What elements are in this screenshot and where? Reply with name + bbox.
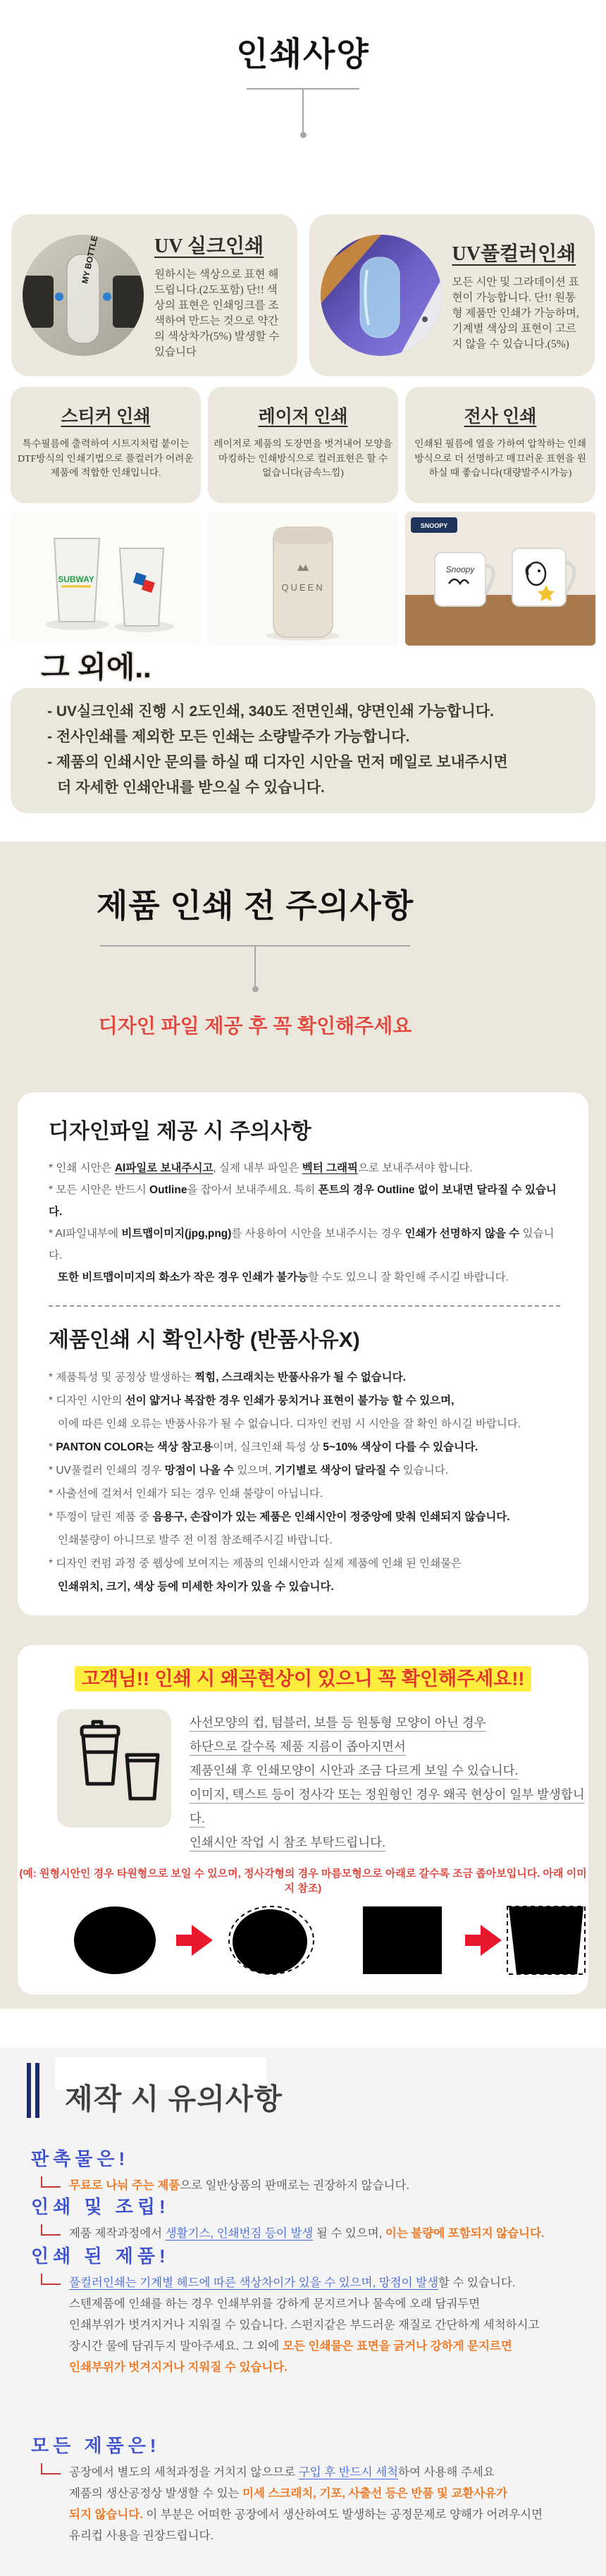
sub-line: 인쇄부위가 벗겨지거나 지워질 수 있습니다. — [69, 2361, 287, 2374]
snoopy-mugs-photo-icon — [405, 512, 595, 646]
dashed-divider — [49, 1305, 560, 1307]
distortion-line: 하단으로 갈수록 제품 지름이 좁아지면서 — [190, 1739, 406, 1754]
distortion-body — [57, 1709, 588, 1854]
distortion-line: 인쇄시안 작업 시 참조 부탁드립니다. — [190, 1835, 385, 1850]
check-bullet: * 디자인 컨펌 과정 중 웹상에 보여지는 제품의 인쇄시안과 실제 제품에 인쇄 된 인쇄물은 — [49, 1558, 462, 1570]
sub-title: 인쇄 된 제품! — [31, 2245, 170, 2267]
navy-bar-icon — [35, 2063, 39, 2118]
divider-line — [302, 90, 304, 132]
divider-dot — [252, 986, 259, 992]
pre-print-subtitle: 디자인 파일 제공 후 꼭 확인해주세요 — [98, 1015, 412, 1037]
distortion-warning-panel — [18, 1645, 588, 1995]
check-bullet: * UV풀컬러 인쇄의 경우 망점이 나올 수 있으며, 기기별로 색상이 달라질 수 있습니다. — [49, 1465, 449, 1477]
design-file-bullet: 또한 비트맵이미지의 화소가 작은 경우 인쇄가 불가능할 수도 있으니 잘 확인해 주시길 바랍니다. — [58, 1271, 509, 1284]
method-card-uv-fullcolor — [309, 214, 595, 376]
divider-dot — [300, 132, 307, 138]
sub-line: 인쇄부위가 벗겨지거나 지워질 수 있습니다. 스펀지같은 부드러운 재질로 간단하게 세척하시고 — [69, 2319, 540, 2332]
pre-print-header — [0, 880, 510, 1039]
page-title: 인쇄사양 — [236, 35, 370, 73]
connector-elbow-icon — [41, 2274, 61, 2285]
etc-title: 그 외에.. — [41, 651, 152, 684]
sub-lines — [69, 2462, 543, 2546]
section-gap — [0, 2009, 606, 2047]
etc-note-box — [11, 688, 595, 813]
sub-lines — [69, 2272, 539, 2378]
sub-title: 모든 제품은! — [31, 2435, 161, 2457]
print-method-cards — [11, 214, 595, 376]
mug-script-text: Snoopy — [445, 565, 475, 574]
etc-item: - UV실크인쇄 진행 시 2도인쇄, 340도 전면인쇄, 양면인쇄 가능합니다. — [47, 703, 494, 720]
sub-body — [41, 2462, 543, 2546]
pre-print-title: 제품 인쇄 전 주의사항 — [96, 887, 414, 925]
production-title: 제작 시 유의사항 — [65, 2083, 283, 2116]
product-check-heading: 제품인쇄 시 확인사항 (반품사유X) — [49, 1329, 360, 1352]
tumbler-cup-line-art-icon — [65, 1715, 163, 1821]
sub-line: 풀컬러인쇄는 기계별 헤드에 따른 색상차이가 있을 수 있으며, 망점이 발생할 수 있습니다. — [69, 2276, 516, 2290]
divider-line — [254, 947, 256, 986]
sub-line: 무료로 나눠 주는 제품으로 일반상품의 판매로는 권장하지 않습니다. — [69, 2179, 409, 2193]
sub-line: 유리컵 사용을 권장드립니다. — [69, 2529, 214, 2543]
type-title: 스티커 인쇄 — [61, 407, 151, 426]
distortion-lines — [190, 1709, 588, 1854]
check-bullet: 인쇄불량이 아니므로 발주 전 이점 참조해주시길 바랍니다. — [58, 1534, 333, 1547]
distortion-illustration-box — [57, 1709, 171, 1828]
distortion-title — [18, 1663, 588, 1691]
method-card-text — [154, 230, 286, 360]
sub-print-assembly — [31, 2193, 544, 2244]
check-bullet: 인쇄위치, 크기, 색상 등에 미세한 차이가 있을 수 있습니다. — [58, 1581, 334, 1594]
check-bullet: * 제품특성 및 공정상 발생하는 찍힘, 스크래치는 반품사유가 될 수 없습니다. — [49, 1372, 406, 1384]
method-desc: 모든 시안 및 그라데이션 표현이 가능합니다. 단!! 원통형 제품만 인쇄가 가능하며, 기계별 색상의 표현이 고르지 않을 수 있습니다.(5%) — [452, 276, 579, 350]
uv-printer-photo-icon — [321, 235, 442, 356]
etc-item: 더 자세한 인쇄안내를 받으실 수 있습니다. — [57, 779, 325, 796]
sticker-sample-photo — [11, 512, 201, 646]
sub-printed-product — [31, 2242, 539, 2378]
sub-promo-items — [31, 2145, 409, 2196]
uv-fullcolor-photo — [321, 235, 442, 356]
sub-body — [41, 2272, 539, 2378]
laser-sample-photo — [208, 512, 398, 646]
check-bullet: 이에 따른 인쇄 오류는 반품사유가 될 수 없습니다. 디자인 컨펌 시 시안을 잘 확인 하시길 바랍니다. — [58, 1418, 521, 1431]
title-accent-bars — [27, 2063, 39, 2118]
pre-print-notice-section — [0, 842, 606, 2009]
distortion-line: 사선모양의 컵, 텀블러, 보틀 등 원통형 모양이 아닌 경우 — [190, 1715, 486, 1730]
method-title: UV풀컬러인쇄 — [452, 243, 576, 265]
check-bullet: * 사출선에 걸쳐서 인쇄가 되는 경우 인쇄 불량이 아닙니다. — [49, 1488, 323, 1500]
connector-elbow-icon — [41, 2176, 61, 2188]
sub-line: 제품의 생산공정상 발생할 수 있는 미세 스크래치, 기포, 사출선 등은 반품 및 교환사유가 — [69, 2487, 508, 2501]
print-spec-section — [0, 0, 606, 138]
type-box-transfer — [405, 387, 595, 503]
connector-elbow-icon — [41, 2463, 61, 2475]
print-sample-photos — [11, 512, 595, 646]
method-title: UV 실크인쇄 — [154, 235, 264, 257]
glass-cups-photo-icon — [11, 512, 201, 646]
distortion-note: (예: 원형시안인 경우 타원형으로 보일 수 있으며, 정사각형의 경우 마름모형으로 아래로 갈수록 조금 좁아보입니다. 아래 이미지 참조) — [19, 1868, 587, 1895]
queen-engraving-text: QUEEN — [281, 582, 325, 593]
bottle-jig-photo-icon — [23, 235, 144, 356]
shape-distortion-diagram-icon — [46, 1905, 595, 1976]
distortion-shapes — [46, 1905, 560, 1979]
subway-logo-text: SUBWAY — [58, 574, 94, 584]
sub-title: 인쇄 및 조립! — [31, 2196, 170, 2218]
design-file-bullet: * 모든 시안은 반드시 Outline을 잡아서 보내주세요. 특히 폰트의 경우 Outline 없이 보내면 달라질 수 있습니다. — [49, 1184, 557, 1219]
distortion-title-highlight: 고객님!! 인쇄 시 왜곡현상이 있으니 꼭 확인해주세요!! — [75, 1666, 532, 1691]
type-box-laser — [208, 387, 398, 503]
navy-bar-icon — [27, 2063, 31, 2118]
design-file-panel — [18, 1092, 588, 1615]
product-check-bullets — [49, 1366, 564, 1598]
type-desc: 특수필름에 출력하여 시트지처럼 붙이는 DTF방식의 인쇄기법으로 풀컬러가 어려운 제품에 적합한 인쇄입니다. — [18, 438, 194, 479]
sub-line: 장시간 물에 담궈두지 말아주세요. 그 외에 모든 인쇄물은 표면을 긁거나 강하게 문지르면 — [69, 2340, 512, 2353]
transfer-sample-photo — [405, 512, 595, 646]
sub-line: 되지 않습니다. 이 부분은 어떠한 공장에서 생산하여도 발생하는 공정문제로 양해가 어려우시면 — [69, 2508, 543, 2522]
method-card-uv-silk — [11, 214, 297, 376]
etc-item: - 제품의 인쇄시안 문의를 하실 때 디자인 시안을 먼저 메일로 보내주시면 — [47, 754, 508, 771]
type-desc: 인쇄된 필름에 열을 가하여 압착하는 인쇄방식으로 더 선명하고 매끄러운 표현을 원하실 때 좋습니다(대량발주시가능) — [414, 438, 586, 479]
sub-line: 제품 제작과정에서 생활기스, 인쇄번짐 등이 발생 될 수 있으며, 이는 불량에 포함되지 않습니다. — [69, 2227, 545, 2241]
design-file-bullet: * AI파일내부에 비트맵이미지(jpg,png)를 사용하여 시안을 보내주시는 경우 인쇄가 선명하지 않을 수 있습니다. — [49, 1228, 555, 1262]
sub-lines — [69, 2223, 544, 2244]
method-card-text — [452, 238, 584, 352]
distortion-line: 이미지, 텍스트 등이 정사각 또는 정원형인 경우 왜곡 현상이 일부 발생합니다. — [190, 1787, 585, 1826]
sub-all-products — [31, 2432, 543, 2546]
print-type-boxes — [11, 387, 595, 503]
design-file-bullet: * 인쇄 시안은 AI파일로 보내주시고, 실제 내부 파일은 벡터 그래픽으로 보내주셔야 합니다. — [49, 1162, 473, 1175]
type-box-sticker — [11, 387, 201, 503]
type-desc: 레이저로 제품의 도장면을 벗겨내어 모양을 마킹하는 인쇄방식으로 컬러표현은 할 수 없습니다(금속느낌) — [214, 438, 392, 479]
production-notes-section — [0, 2047, 606, 2576]
check-bullet: * 디자인 시안의 선이 얇거나 복잡한 경우 인쇄가 뭉치거나 표현이 불가능 할 수 있으며, — [49, 1395, 455, 1407]
sub-line: 공장에서 별도의 세척과정을 거치지 않으므로 구입 후 반드시 세척하여 사용해 주세요 — [69, 2466, 495, 2479]
sub-line: 스텐제품에 인쇄를 하는 경우 인쇄부위를 강하게 문지르거나 물속에 오래 담궈두면 — [69, 2298, 481, 2311]
sub-body — [41, 2223, 544, 2244]
sub-title: 판촉물은! — [31, 2148, 130, 2170]
method-desc: 원하시는 색상으로 표현 해드립니다.(2도포함) 단!! 색상의 표현은 인쇄잉크를 조색하여 만드는 것으로 약간의 색상차가(5%) 발생할 수 있습니다 — [154, 269, 280, 358]
distortion-line: 제품인쇄 후 인쇄모양이 시안과 조금 다르게 보일 수 있습니다. — [190, 1763, 519, 1778]
check-bullet: * PANTON COLOR는 색상 참고용이며, 실크인쇄 특성 상 5~10% 색상이 다를 수 있습니다. — [49, 1441, 478, 1454]
type-title: 레이저 인쇄 — [258, 407, 348, 426]
etc-item: - 전사인쇄를 제외한 모든 인쇄는 소량발주가 가능합니다. — [47, 729, 410, 746]
check-bullet: * 뚜껑이 달린 제품 중 음용구, 손잡이가 있는 제품은 인쇄시안이 정중앙에 맞춰 인쇄되지 않습니다. — [49, 1511, 510, 1524]
queen-tumbler-photo-icon — [208, 512, 398, 646]
uv-silk-photo — [23, 235, 144, 356]
bottle-print-text: MY BOTTLE — [80, 235, 100, 285]
design-file-heading: 디자인파일 제공 시 주의사항 — [49, 1120, 311, 1144]
type-title: 전사 인쇄 — [464, 407, 537, 426]
design-file-bullets — [49, 1157, 564, 1288]
connector-elbow-icon — [41, 2224, 61, 2236]
snoopy-tag-text: SNOOPY — [420, 522, 448, 529]
